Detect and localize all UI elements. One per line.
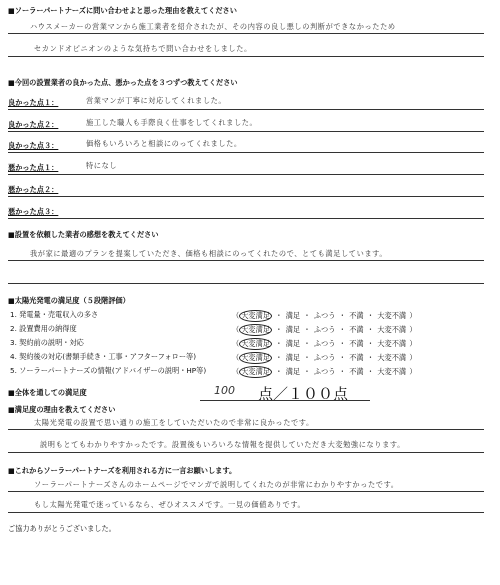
q6-answer-line-2: もし太陽光発電で迷っているなら、ぜひオススメです。一見の価値ありです。 — [34, 500, 306, 509]
good-label-3: 良かった点３： — [8, 141, 59, 150]
rule — [8, 218, 484, 219]
sat-options-2: （ 大変満足 ・ 満足 ・ ふつう ・ 不満 ・ 大変不満 ） — [232, 325, 417, 334]
sat-item-5: 5. ソーラーパートナーズの情報(アドバイザーの説明・HP等) — [10, 366, 207, 375]
q5-title: ■満足度の理由を教えてください — [8, 405, 116, 414]
rule — [8, 152, 484, 153]
q5-answer-line-2: 説明もとてもわかりやすかったです。設置後もいろいろな情報を提供していただき大変勉強になります。 — [40, 440, 405, 449]
q1-answer-line-1: ハウスメーカーの営業マンから施工業者を紹介されたが、その内容の良し悪しの判断ができなかったため — [30, 22, 396, 31]
sat-options-1: （ 大変満足 ・ 満足 ・ ふつう ・ 不満 ・ 大変不満 ） — [232, 311, 417, 320]
good-answer-3: 価格もいろいろと相談にのってくれました。 — [86, 139, 242, 148]
rule — [8, 512, 484, 513]
rule — [8, 131, 484, 132]
score-underline — [200, 400, 370, 401]
q1-answer-line-2: セカンドオピニオンのような気持ちで問い合わせをしました。 — [34, 44, 252, 53]
overall-label: ■全体を通しての満足度 — [8, 388, 87, 397]
rule — [8, 283, 484, 284]
sat-item-3: 3. 契約前の説明・対応 — [10, 338, 84, 347]
rule — [8, 33, 484, 34]
selected-option: 大変満足 — [241, 311, 270, 320]
sat-item-1: 1. 発電量・売電収入の多さ — [10, 310, 99, 319]
sat-options-5: （ 大変満足 ・ 満足 ・ ふつう ・ 不満 ・ 大変不満 ） — [232, 367, 417, 376]
bad-label-1: 悪かった点１： — [8, 163, 59, 172]
good-label-2: 良かった点２： — [8, 120, 59, 129]
overall-score-written: 100 — [214, 384, 235, 397]
rule — [8, 56, 484, 57]
q3-answer: 我が家に最適のプランを提案していただき、価格も相談にのってくれたので、とても満足しています。 — [30, 249, 388, 258]
selected-option: 大変満足 — [241, 367, 270, 376]
rule — [8, 174, 484, 175]
good-answer-1: 営業マンが丁寧に対応してくれました。 — [86, 96, 227, 105]
good-answer-2: 施工した職人も手際良く仕事をしてくれました。 — [86, 118, 258, 127]
selected-option: 大変満足 — [241, 353, 270, 362]
bad-label-3: 悪かった点３： — [8, 207, 59, 216]
sat-options-3: （ 大変満足 ・ 満足 ・ ふつう ・ 不満 ・ 大変不満 ） — [232, 339, 417, 348]
q5-answer-line-1: 太陽光発電の設置で思い通りの施工をしていただいたので非常に良かったです。 — [34, 418, 314, 427]
rule — [8, 260, 484, 261]
overall-score-printed: 点／１００点 — [258, 385, 349, 403]
q1-title: ■ソーラーパートナーズに問い合わせよと思った理由を教えてください — [8, 6, 237, 15]
sat-item-4: 4. 契約後の対応(書類手続き・工事・アフターフォロー等) — [10, 352, 197, 361]
rule — [8, 491, 484, 492]
bad-label-2: 悪かった点２： — [8, 185, 59, 194]
q6-answer-line-1: ソーラーパートナーズさんのホームページでマンガで説明してくれたのが非常にわかりやすかったです。 — [34, 480, 399, 489]
selected-option: 大変満足 — [241, 339, 270, 348]
rule — [8, 109, 484, 110]
rule — [8, 452, 484, 453]
q6-title: ■これからソーラーパートナーズを利用される方に一言お願いします。 — [8, 466, 237, 475]
q4-title: ■太陽光発電の満足度（５段階評価） — [8, 296, 130, 305]
sat-options-4: （ 大変満足 ・ 満足 ・ ふつう ・ 不満 ・ 大変不満 ） — [232, 353, 417, 362]
q3-title: ■設置を依頼した業者の感想を教えてください — [8, 230, 159, 239]
sat-item-2: 2. 設置費用の納得度 — [10, 324, 77, 333]
q2-title: ■今回の設置業者の良かった点、悪かった点を３つずつ教えてください — [8, 78, 238, 87]
bad-answer-1: 特になし — [86, 161, 118, 170]
footer-thanks: ご協力ありがとうございました。 — [8, 524, 116, 533]
good-label-1: 良かった点１： — [8, 98, 59, 107]
selected-option: 大変満足 — [241, 325, 270, 334]
rule — [8, 196, 484, 197]
rule — [8, 429, 484, 430]
